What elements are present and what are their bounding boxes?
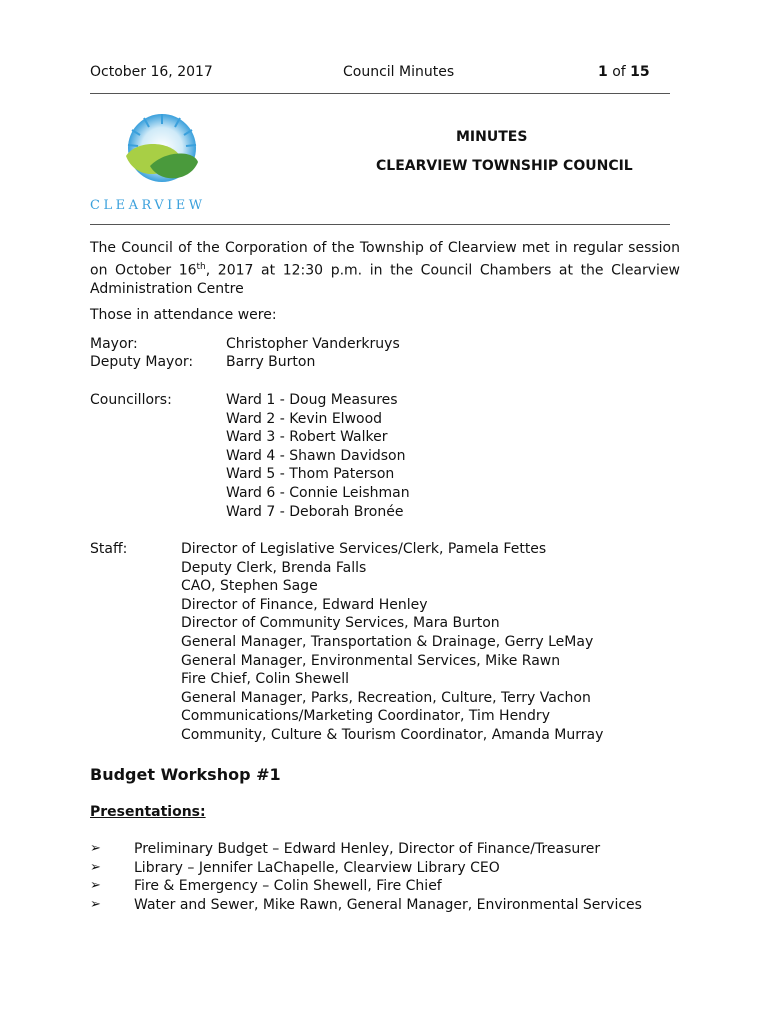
list-item: Ward 3 - Robert Walker [226, 429, 388, 446]
mayor-label: Mayor: [90, 336, 138, 352]
list-item [90, 859, 642, 878]
presentations-heading: Presentations: [90, 804, 206, 820]
list-item [90, 896, 642, 915]
list-item: Ward 1 - Doug Measures [226, 392, 398, 408]
attendance-heading: Those in attendance were: [90, 307, 277, 323]
list-item: General Manager, Environmental Services, Mike Rawn [181, 652, 561, 669]
title-council: CLEARVIEW TOWNSHIP COUNCIL [376, 158, 633, 174]
list-item: CAO, Stephen Sage [181, 578, 318, 595]
page-total: 15 [630, 64, 650, 80]
arrow-bullet-icon: ➢ [90, 896, 101, 912]
intro-paragraph [90, 239, 680, 298]
list-item: Community, Culture & Tourism Coordinator, Amanda Murray [181, 726, 604, 743]
list-item: Director of Finance, Edward Henley [181, 596, 428, 613]
list-item: Ward 2 - Kevin Elwood [226, 410, 383, 427]
mayor-name: Christopher Vanderkruys [226, 336, 400, 352]
page-number: 1 [598, 64, 608, 80]
arrow-bullet-icon: ➢ [90, 841, 101, 856]
list-item-text: Library – Jennifer LaChapelle, Clearview Library CEO [134, 859, 500, 876]
intro-text-1: The Council of the Corporation of the Township of Clearview met in regular session on October 16 [90, 240, 680, 279]
list-item [90, 840, 642, 859]
deputy-mayor-label: Deputy Mayor: [90, 354, 194, 370]
councillors-list [226, 391, 410, 521]
staff-list [181, 540, 603, 745]
header-doc-title: Council Minutes [343, 64, 455, 80]
title-minutes: MINUTES [456, 129, 528, 145]
header-page-indicator [598, 63, 650, 82]
list-item: Ward 5 - Thom Paterson [226, 466, 395, 483]
list-item: General Manager, Parks, Recreation, Culture, Terry Vachon [181, 689, 591, 706]
arrow-bullet-icon: ➢ [90, 878, 101, 894]
deputy-mayor-name: Barry Burton [226, 354, 316, 370]
list-item: Communications/Marketing Coordinator, Tim Hendry [181, 708, 550, 725]
list-item: Ward 7 - Deborah Bronée [226, 503, 404, 520]
list-item-text: Water and Sewer, Mike Rawn, General Manager, Environmental Services [134, 896, 642, 913]
list-item: Fire Chief, Colin Shewell [181, 671, 350, 688]
clearview-logo [90, 110, 230, 213]
presentations-list [90, 840, 642, 914]
intro-text-2: , 2017 at 12:30 p.m. in the Council Chambers at the Clearview Administration Centre [90, 262, 681, 297]
staff-label: Staff: [90, 541, 128, 557]
header-rule [90, 93, 670, 94]
title-rule [90, 224, 670, 225]
page-sep: of [612, 64, 626, 80]
list-item [90, 877, 642, 896]
list-item: Ward 4 - Shawn Davidson [226, 447, 406, 464]
list-item: General Manager, Transportation & Drainage, Gerry LeMay [181, 633, 594, 650]
intro-sup: th [196, 261, 206, 272]
logo-mark-icon [110, 110, 230, 190]
arrow-bullet-icon: ➢ [90, 859, 101, 875]
list-item: Ward 6 - Connie Leishman [226, 484, 410, 501]
logo-text: CLEARVIEW [90, 198, 206, 213]
list-item-text: Preliminary Budget – Edward Henley, Director of Finance/Treasurer [134, 841, 601, 857]
header-date: October 16, 2017 [90, 64, 213, 80]
councillors-label: Councillors: [90, 392, 172, 408]
list-item: Director of Legislative Services/Clerk, Pamela Fettes [181, 541, 547, 557]
section-heading: Budget Workshop #1 [90, 765, 281, 784]
list-item: Deputy Clerk, Brenda Falls [181, 559, 367, 576]
list-item: Director of Community Services, Mara Burton [181, 615, 500, 632]
list-item-text: Fire & Emergency – Colin Shewell, Fire Chief [134, 878, 442, 895]
